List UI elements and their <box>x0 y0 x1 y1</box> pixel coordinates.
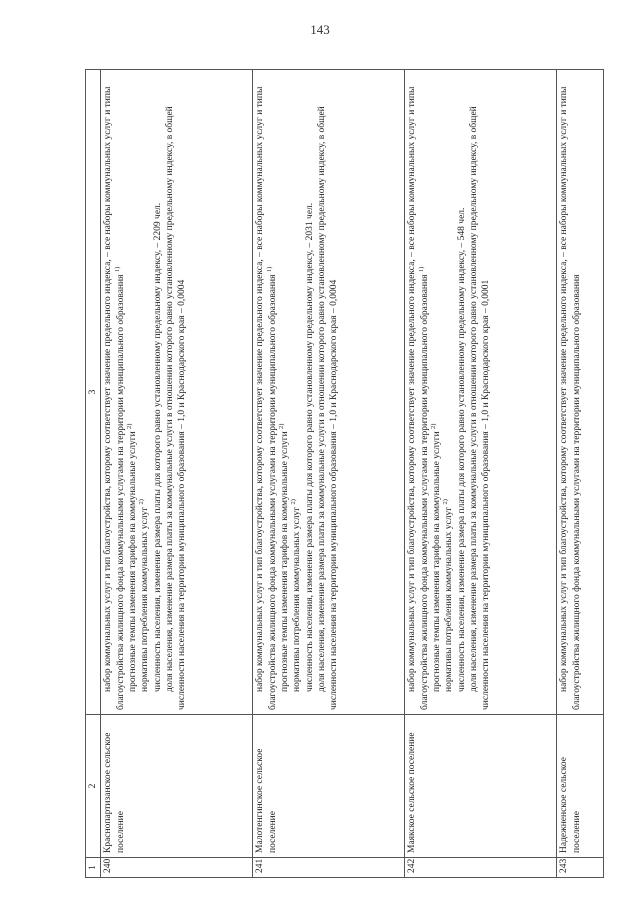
description-line: набор коммунальных услуг и тип благоустройства, которому соответствует значение предельного индекса, – все наборы коммунальных услуг и типы благоустройства жилищного фонда коммунальными услугами на территории муниципального образования <box>559 86 582 710</box>
description-line: набор коммунальных услуг и тип благоустройства, которому соответствует значение предельного индекса, – все наборы коммунальных услуг и типы благоустройства жилищного фонда коммунальными услугами на территории муниципального образования $^{1)}$ <box>103 86 126 710</box>
description-line: набор коммунальных услуг и тип благоустройства, которому соответствует значение предельного индекса, – все наборы коммунальных услуг и типы благоустройства жилищного фонда коммунальными услугами на территории муниципального образования $^{1)}$ <box>407 86 430 710</box>
header-cell: 2 <box>86 715 101 858</box>
rotated-table-container <box>85 70 593 878</box>
description-line: набор коммунальных услуг и тип благоустройства, которому соответствует значение предельного индекса, – все наборы коммунальных услуг и типы благоустройства жилищного фонда коммунальными услугами на территории муниципального образования $^{1)}$ <box>255 86 278 710</box>
header-cell: 3 <box>86 70 101 715</box>
settlement-name: Краснопартизанское сельское поселение <box>101 715 253 858</box>
page-number: 143 <box>310 22 330 37</box>
table-row <box>557 70 604 878</box>
description-line: прогнозные темпы изменения тарифов на коммунальные услуги $^{2)}$ <box>429 423 443 692</box>
settlement-name: Надежненское сельское поселение <box>557 715 604 858</box>
row-description <box>101 70 253 715</box>
table-row <box>101 70 253 878</box>
row-number: 241 <box>253 858 405 878</box>
row-number: 242 <box>405 858 557 878</box>
settlement-name: Маякское сельское поселение <box>405 715 557 858</box>
table-row <box>405 70 557 878</box>
row-number: 240 <box>101 858 253 878</box>
header-cell: 1 <box>86 858 101 878</box>
row-description <box>253 70 405 715</box>
row-description <box>557 70 604 715</box>
description-line: численность населения, изменение размера платы для которого равно установленному предельному индексу, – 2031 чел. <box>304 202 315 692</box>
table-header-row <box>86 70 101 878</box>
data-table <box>85 69 604 878</box>
description-line: нормативы потребления коммунальных услуг $^{2)}$ <box>290 499 303 692</box>
description-line: доля населения, изменение размера платы за коммунальные услуги в отношении которого равно установленному предельному индексу, в общей численности населения на территории муниципального образования – 1,0 и Краснодарского края – 0,0004 <box>165 106 188 710</box>
description-line: прогнозные темпы изменения тарифов на коммунальные услуги $^{2)}$ <box>277 423 291 692</box>
description-line: нормативы потребления коммунальных услуг $^{2)}$ <box>442 499 455 692</box>
row-number: 243 <box>557 858 604 878</box>
settlement-name: Малотенгинское сельское поселение <box>253 715 405 858</box>
description-line: нормативы потребления коммунальных услуг $^{2)}$ <box>138 499 151 692</box>
row-description <box>405 70 557 715</box>
description-line: численность населения, изменение размера платы для которого равно установленному предельному индексу, – 548 чел. <box>456 207 467 692</box>
description-line: численность населения, изменение размера платы для которого равно установленному предельному индексу, – 2209 чел. <box>152 202 163 692</box>
description-line: доля населения, изменение размера платы за коммунальные услуги в отношении которого равно установленному предельному индексу, в общей численности населения на территории муниципального образования – 1,0 и Краснодарского края – 0,0004 <box>317 106 340 710</box>
description-line: доля населения, изменение размера платы за коммунальные услуги в отношении которого равно установленному предельному индексу, в общей численности населения на территории муниципального образования – 1,0 и Краснодарского края – 0,0001 <box>469 106 492 710</box>
description-line: прогнозные темпы изменения тарифов на коммунальные услуги $^{2)}$ <box>125 423 139 692</box>
table-row <box>253 70 405 878</box>
